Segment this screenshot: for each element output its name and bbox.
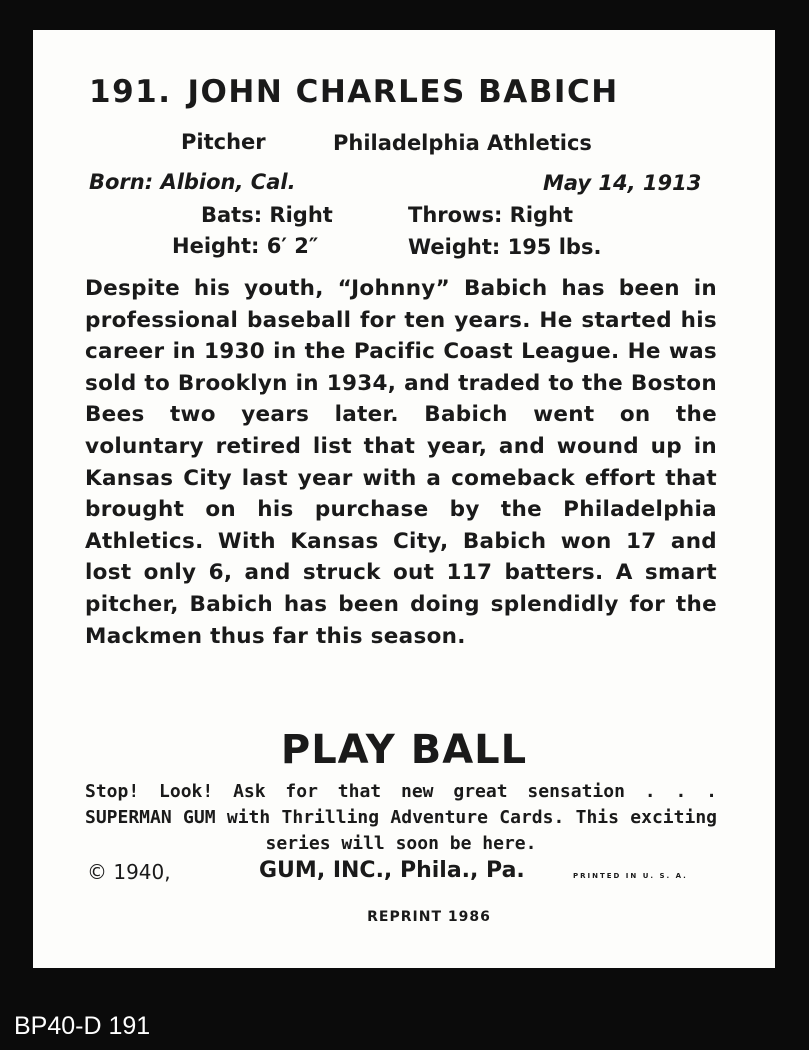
image-caption: BP40-D 191 (14, 1012, 151, 1040)
play-ball-heading: PLAY BALL (280, 727, 528, 773)
player-bio: Despite his youth, “Johnny” Babich has been in professional baseball for ten years. He started his career in 1930 in the Pacific Coast League. He was sold to Brooklyn in 1934, and traded to the Boston Bees two years later. Babich went on the voluntary retired list that year, and wound up in Kansas City last year with a comeback effort that brought on his purchase by the Philadelphia Athletics. With Kansas City, Babich won 17 and lost only 6, and struck out 117 batters. A smart pitcher, Babich has been doing splendidly for the Mackmen thus far this season. (85, 276, 717, 649)
player-team: Philadelphia Athletics (333, 131, 592, 155)
card-number: 191. (89, 74, 172, 110)
height: Height: 6′ 2″ (172, 234, 319, 258)
printed-in-usa: PRINTED IN U. S. A. (573, 872, 688, 880)
throws: Throws: Right (408, 203, 574, 227)
card-title (89, 74, 619, 110)
player-name: JOHN CHARLES BABICH (187, 74, 619, 110)
weight: Weight: 195 lbs. (408, 235, 602, 259)
company-name: GUM, INC., Phila., Pa. (259, 858, 525, 883)
bats: Bats: Right (201, 203, 333, 227)
card-back (33, 30, 775, 968)
promo-text: Stop! Look! Ask for that new great sensation . . . SUPERMAN GUM with Thrilling Adventure Cards. This exciting series will soon be here. (85, 781, 717, 854)
born-place: Born: Albion, Cal. (89, 170, 296, 194)
reprint-note: REPRINT 1986 (367, 909, 491, 925)
copyright: © 1940, (87, 860, 171, 884)
player-position: Pitcher (181, 130, 266, 154)
born-date: May 14, 1913 (543, 171, 702, 195)
